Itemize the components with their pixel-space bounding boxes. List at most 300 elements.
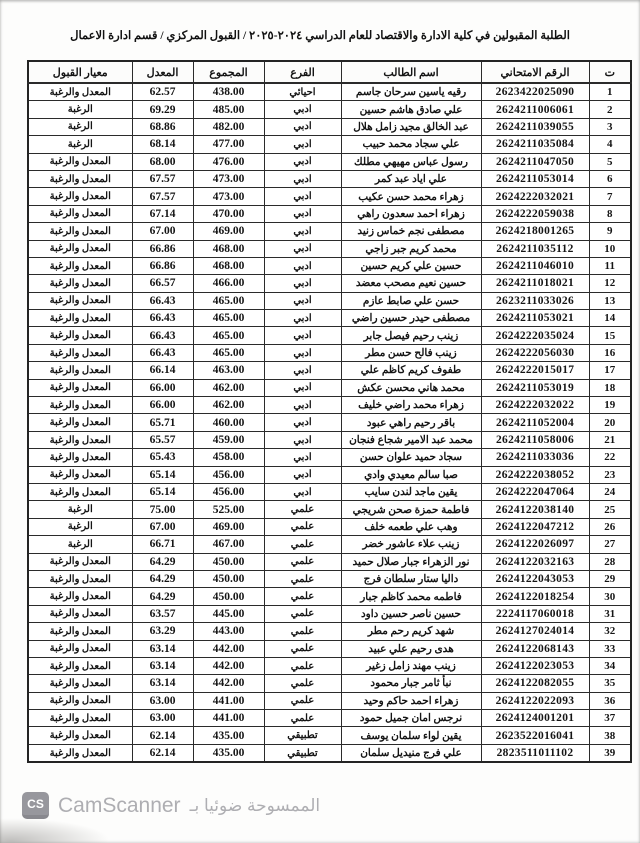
cell-total: 450.00 xyxy=(193,553,264,570)
cell-average: 62.14 xyxy=(132,727,193,744)
cell-serial: 37 xyxy=(589,710,631,727)
cell-exam-number: 2624222032022 xyxy=(481,397,589,414)
cell-serial: 26 xyxy=(589,518,631,535)
cell-exam-number: 2624211018021 xyxy=(481,275,589,292)
cell-average: 66.57 xyxy=(132,275,193,292)
cell-admission-criterion: المعدل والرغبة xyxy=(28,744,132,762)
cell-average: 68.00 xyxy=(132,153,193,170)
cell-branch: تطبيقي xyxy=(264,727,341,744)
table-row xyxy=(28,605,631,622)
cell-exam-number: 2624211035112 xyxy=(481,240,589,257)
cell-average: 66.86 xyxy=(132,240,193,257)
cell-average: 75.00 xyxy=(132,501,193,518)
cell-exam-number: 2823511011102 xyxy=(481,744,589,762)
cell-admission-criterion: المعدل والرغبة xyxy=(28,449,132,466)
cell-admission-criterion: المعدل والرغبة xyxy=(28,605,132,622)
cell-admission-criterion: الرغبة xyxy=(28,501,132,518)
table-row xyxy=(28,136,631,153)
students-table xyxy=(27,60,632,763)
table-row xyxy=(28,623,631,640)
cell-serial: 18 xyxy=(589,379,631,396)
table-row xyxy=(28,710,631,727)
header-exam-number: الرقم الامتحاني xyxy=(481,61,589,83)
cell-serial: 8 xyxy=(589,205,631,222)
cell-average: 65.43 xyxy=(132,449,193,466)
cell-serial: 27 xyxy=(589,536,631,553)
cell-admission-criterion: المعدل والرغبة xyxy=(28,170,132,187)
cell-average: 64.29 xyxy=(132,553,193,570)
cell-student-name: مصطفى نجم خماس زنيد xyxy=(341,223,481,240)
cell-exam-number: 2623522016041 xyxy=(481,727,589,744)
cell-student-name: زهراء محمد راضي خليف xyxy=(341,397,481,414)
cell-student-name: رسول عباس مهيهي مطلك xyxy=(341,153,481,170)
cell-branch: احيائي xyxy=(264,83,341,101)
cell-average: 66.43 xyxy=(132,344,193,361)
cell-total: 442.00 xyxy=(193,675,264,692)
table-row xyxy=(28,83,631,101)
cell-branch: ادبي xyxy=(264,344,341,361)
cell-student-name: طفوف كريم كاظم علي xyxy=(341,362,481,379)
cell-average: 64.29 xyxy=(132,570,193,587)
cell-admission-criterion: الرغبة xyxy=(28,118,132,135)
cell-branch: علمي xyxy=(264,710,341,727)
header-average: المعدل xyxy=(132,61,193,83)
cell-total: 485.00 xyxy=(193,101,264,118)
cell-student-name: علي سجاد محمد حبيب xyxy=(341,136,481,153)
cell-average: 66.86 xyxy=(132,257,193,274)
cell-student-name: زينب علاء عاشور خضر xyxy=(341,536,481,553)
cell-exam-number: 2224117060018 xyxy=(481,605,589,622)
camscanner-watermark xyxy=(22,792,320,819)
cell-serial: 20 xyxy=(589,414,631,431)
cell-branch: ادبي xyxy=(264,310,341,327)
cell-student-name: داليا ستار سلطان فرج xyxy=(341,570,481,587)
cell-serial: 38 xyxy=(589,727,631,744)
header-branch: الفرع xyxy=(264,61,341,83)
table-row xyxy=(28,101,631,118)
cell-average: 63.14 xyxy=(132,657,193,674)
cell-admission-criterion: المعدل والرغبة xyxy=(28,327,132,344)
table-row xyxy=(28,240,631,257)
cell-student-name: سجاد حميد علوان حسن xyxy=(341,449,481,466)
cell-exam-number: 2624122043053 xyxy=(481,570,589,587)
cell-serial: 24 xyxy=(589,483,631,500)
cell-admission-criterion: المعدل والرغبة xyxy=(28,223,132,240)
cell-exam-number: 2624122026097 xyxy=(481,536,589,553)
cell-student-name: رقيه ياسين سرحان جاسم xyxy=(341,83,481,101)
table-row xyxy=(28,466,631,483)
cell-student-name: عبد الخالق مجيد زامل هلال xyxy=(341,118,481,135)
cell-average: 66.00 xyxy=(132,379,193,396)
cell-total: 450.00 xyxy=(193,570,264,587)
cell-branch: علمي xyxy=(264,501,341,518)
cell-admission-criterion: الرغبة xyxy=(28,536,132,553)
cell-serial: 1 xyxy=(589,83,631,101)
cell-admission-criterion: المعدل والرغبة xyxy=(28,414,132,431)
cell-average: 68.86 xyxy=(132,118,193,135)
cell-student-name: حسين نعيم مصحب معضد xyxy=(341,275,481,292)
cell-branch: ادبي xyxy=(264,292,341,309)
cell-branch: ادبي xyxy=(264,101,341,118)
cell-student-name: علي صادق هاشم حسين xyxy=(341,101,481,118)
cell-student-name: زهراء احمد سعدون راهي xyxy=(341,205,481,222)
cell-serial: 10 xyxy=(589,240,631,257)
cell-total: 441.00 xyxy=(193,710,264,727)
cell-exam-number: 2624122038140 xyxy=(481,501,589,518)
cell-exam-number: 2624122032163 xyxy=(481,553,589,570)
cell-branch: ادبي xyxy=(264,379,341,396)
cell-admission-criterion: المعدل والرغبة xyxy=(28,710,132,727)
cell-branch: ادبي xyxy=(264,136,341,153)
cell-admission-criterion: المعدل والرغبة xyxy=(28,362,132,379)
cell-student-name: علي فرج منيديل سلمان xyxy=(341,744,481,762)
cell-admission-criterion: المعدل والرغبة xyxy=(28,240,132,257)
cell-serial: 15 xyxy=(589,327,631,344)
cell-exam-number: 2624222032021 xyxy=(481,188,589,205)
cell-branch: علمي xyxy=(264,518,341,535)
cell-admission-criterion: المعدل والرغبة xyxy=(28,640,132,657)
cell-total: 460.00 xyxy=(193,414,264,431)
cell-total: 466.00 xyxy=(193,275,264,292)
cell-average: 63.00 xyxy=(132,710,193,727)
cell-exam-number: 2624211046010 xyxy=(481,257,589,274)
cell-admission-criterion: المعدل والرغبة xyxy=(28,570,132,587)
cell-student-name: محمد كريم جبر زاجي xyxy=(341,240,481,257)
cell-average: 69.29 xyxy=(132,101,193,118)
cell-student-name: زينب فالح حسن مطر xyxy=(341,344,481,361)
cell-exam-number: 2624222038052 xyxy=(481,466,589,483)
cell-exam-number: 2624218001265 xyxy=(481,223,589,240)
cell-admission-criterion: المعدل والرغبة xyxy=(28,727,132,744)
cell-serial: 2 xyxy=(589,101,631,118)
cell-exam-number: 2623211033026 xyxy=(481,292,589,309)
cell-admission-criterion: المعدل والرغبة xyxy=(28,205,132,222)
cell-branch: ادبي xyxy=(264,188,341,205)
cell-total: 458.00 xyxy=(193,449,264,466)
cell-student-name: نرجس امان جميل حمود xyxy=(341,710,481,727)
cell-average: 63.00 xyxy=(132,692,193,709)
cell-branch: علمي xyxy=(264,657,341,674)
cell-branch: ادبي xyxy=(264,483,341,500)
header-serial: ت xyxy=(589,61,631,83)
cell-total: 482.00 xyxy=(193,118,264,135)
header-student-name: اسم الطالب xyxy=(341,61,481,83)
cell-student-name: حسين ناصر حسين داود xyxy=(341,605,481,622)
cell-branch: ادبي xyxy=(264,431,341,448)
cell-average: 65.14 xyxy=(132,483,193,500)
cell-exam-number: 2624122022093 xyxy=(481,692,589,709)
table-row xyxy=(28,501,631,518)
cell-branch: علمي xyxy=(264,588,341,605)
cell-total: 435.00 xyxy=(193,727,264,744)
cell-total: 442.00 xyxy=(193,640,264,657)
cell-branch: ادبي xyxy=(264,275,341,292)
table-row xyxy=(28,640,631,657)
cell-branch: علمي xyxy=(264,570,341,587)
table-row xyxy=(28,310,631,327)
cell-total: 465.00 xyxy=(193,344,264,361)
cell-serial: 22 xyxy=(589,449,631,466)
cell-student-name: علي اياد عبد كمر xyxy=(341,170,481,187)
table-row xyxy=(28,536,631,553)
cell-student-name: باقر رحيم راهي عبود xyxy=(341,414,481,431)
cell-branch: علمي xyxy=(264,640,341,657)
cell-student-name: هدى رحيم علي عبيد xyxy=(341,640,481,657)
cell-average: 65.14 xyxy=(132,466,193,483)
cell-student-name: نبأ ثامر جبار محمود xyxy=(341,675,481,692)
table-row xyxy=(28,257,631,274)
table-row xyxy=(28,170,631,187)
cell-exam-number: 2623422025090 xyxy=(481,83,589,101)
cell-serial: 16 xyxy=(589,344,631,361)
cell-admission-criterion: المعدل والرغبة xyxy=(28,257,132,274)
cell-student-name: زهراء محمد حسن عكيب xyxy=(341,188,481,205)
cell-total: 469.00 xyxy=(193,518,264,535)
cell-branch: ادبي xyxy=(264,449,341,466)
table-row xyxy=(28,675,631,692)
cell-branch: ادبي xyxy=(264,118,341,135)
cell-branch: تطبيقي xyxy=(264,744,341,762)
cell-exam-number: 2624222035024 xyxy=(481,327,589,344)
cell-total: 445.00 xyxy=(193,605,264,622)
cell-exam-number: 2624122082055 xyxy=(481,675,589,692)
cell-average: 68.14 xyxy=(132,136,193,153)
scanned-with-label: الممسوحة ضوئيا بـ xyxy=(189,795,321,815)
cell-exam-number: 2624222056030 xyxy=(481,344,589,361)
cell-total: 465.00 xyxy=(193,310,264,327)
cell-admission-criterion: الرغبة xyxy=(28,101,132,118)
table-row xyxy=(28,344,631,361)
cell-average: 66.43 xyxy=(132,327,193,344)
cell-total: 473.00 xyxy=(193,188,264,205)
cell-student-name: مصطفى حيدر حسين راضي xyxy=(341,310,481,327)
cell-exam-number: 2624211047050 xyxy=(481,153,589,170)
cell-total: 476.00 xyxy=(193,153,264,170)
cell-student-name: حسن علي صابط عازم xyxy=(341,292,481,309)
cell-total: 468.00 xyxy=(193,257,264,274)
cell-serial: 39 xyxy=(589,744,631,762)
cell-branch: ادبي xyxy=(264,466,341,483)
cell-exam-number: 2624211052004 xyxy=(481,414,589,431)
cell-average: 65.71 xyxy=(132,414,193,431)
cell-exam-number: 2624211039055 xyxy=(481,118,589,135)
table-row xyxy=(28,223,631,240)
cell-admission-criterion: المعدل والرغبة xyxy=(28,692,132,709)
cell-student-name: فاطمة حمزة صحن شريجي xyxy=(341,501,481,518)
cell-average: 66.43 xyxy=(132,292,193,309)
cell-total: 443.00 xyxy=(193,623,264,640)
cell-student-name: حسين علي كريم حسين xyxy=(341,257,481,274)
cell-exam-number: 2624211035084 xyxy=(481,136,589,153)
students-table-container xyxy=(27,60,632,763)
cell-branch: علمي xyxy=(264,536,341,553)
cell-branch: ادبي xyxy=(264,327,341,344)
cell-branch: ادبي xyxy=(264,205,341,222)
cell-total: 525.00 xyxy=(193,501,264,518)
cell-exam-number: 2624211053014 xyxy=(481,170,589,187)
cell-admission-criterion: المعدل والرغبة xyxy=(28,397,132,414)
cell-exam-number: 2624127024014 xyxy=(481,623,589,640)
cell-total: 456.00 xyxy=(193,466,264,483)
cell-student-name: يقين ماجد لندن سايب xyxy=(341,483,481,500)
cell-serial: 19 xyxy=(589,397,631,414)
cell-admission-criterion: المعدل والرغبة xyxy=(28,623,132,640)
table-row xyxy=(28,727,631,744)
cell-serial: 35 xyxy=(589,675,631,692)
cell-student-name: زينب مهند زامل زغير xyxy=(341,657,481,674)
cell-admission-criterion: المعدل والرغبة xyxy=(28,675,132,692)
cell-admission-criterion: المعدل والرغبة xyxy=(28,379,132,396)
cell-exam-number: 2624211058006 xyxy=(481,431,589,448)
cell-branch: علمي xyxy=(264,692,341,709)
cell-admission-criterion: المعدل والرغبة xyxy=(28,188,132,205)
cell-serial: 9 xyxy=(589,223,631,240)
cell-branch: ادبي xyxy=(264,257,341,274)
cell-exam-number: 2624122047212 xyxy=(481,518,589,535)
cell-serial: 13 xyxy=(589,292,631,309)
cell-average: 67.14 xyxy=(132,205,193,222)
cell-branch: علمي xyxy=(264,605,341,622)
cell-branch: ادبي xyxy=(264,397,341,414)
table-header-row xyxy=(28,61,631,83)
cell-exam-number: 2624222059038 xyxy=(481,205,589,222)
cell-serial: 36 xyxy=(589,692,631,709)
table-row xyxy=(28,553,631,570)
cell-serial: 32 xyxy=(589,623,631,640)
table-row xyxy=(28,588,631,605)
cell-serial: 14 xyxy=(589,310,631,327)
cell-serial: 17 xyxy=(589,362,631,379)
cell-admission-criterion: المعدل والرغبة xyxy=(28,657,132,674)
cell-exam-number: 2624122023053 xyxy=(481,657,589,674)
cell-average: 63.29 xyxy=(132,623,193,640)
cell-student-name: شهد كريم رحم مطر xyxy=(341,623,481,640)
cell-average: 67.00 xyxy=(132,518,193,535)
scan-shadow-artifact xyxy=(0,818,110,843)
cell-total: 477.00 xyxy=(193,136,264,153)
cell-average: 66.71 xyxy=(132,536,193,553)
table-row xyxy=(28,518,631,535)
cell-branch: علمي xyxy=(264,623,341,640)
cell-admission-criterion: المعدل والرغبة xyxy=(28,83,132,101)
cell-branch: ادبي xyxy=(264,414,341,431)
cell-total: 465.00 xyxy=(193,327,264,344)
cell-student-name: صبا سالم معيدي وادي xyxy=(341,466,481,483)
cell-serial: 5 xyxy=(589,153,631,170)
table-row xyxy=(28,327,631,344)
cell-exam-number: 2624211006061 xyxy=(481,101,589,118)
cell-average: 64.29 xyxy=(132,588,193,605)
cell-serial: 12 xyxy=(589,275,631,292)
table-row xyxy=(28,153,631,170)
cell-serial: 28 xyxy=(589,553,631,570)
cell-average: 67.00 xyxy=(132,223,193,240)
cell-admission-criterion: الرغبة xyxy=(28,136,132,153)
cell-total: 462.00 xyxy=(193,397,264,414)
cell-student-name: محمد عبد الامير شجاع فنجان xyxy=(341,431,481,448)
table-row xyxy=(28,292,631,309)
cell-student-name: نور الزهراء جبار صلال حميد xyxy=(341,553,481,570)
cell-average: 62.14 xyxy=(132,744,193,762)
cell-student-name: فاطمه محمد كاظم جبار xyxy=(341,588,481,605)
cell-total: 435.00 xyxy=(193,744,264,762)
cell-exam-number: 2624222047064 xyxy=(481,483,589,500)
cell-total: 468.00 xyxy=(193,240,264,257)
cell-exam-number: 2624124001201 xyxy=(481,710,589,727)
cell-admission-criterion: المعدل والرغبة xyxy=(28,466,132,483)
table-row xyxy=(28,275,631,292)
cell-exam-number: 2624211053021 xyxy=(481,310,589,327)
header-admission-criterion: معيار القبول xyxy=(28,61,132,83)
cell-admission-criterion: الرغبة xyxy=(28,518,132,535)
cell-serial: 4 xyxy=(589,136,631,153)
cell-serial: 23 xyxy=(589,466,631,483)
cell-total: 465.00 xyxy=(193,292,264,309)
cell-admission-criterion: المعدل والرغبة xyxy=(28,275,132,292)
cell-serial: 3 xyxy=(589,118,631,135)
cell-serial: 25 xyxy=(589,501,631,518)
page-title: الطلبة المقبولين في كلية الادارة والاقتصاد للعام الدراسي ٢٠٢٤-٢٠٢٥ / القبول المركزي / قسم ادارة الاعمال xyxy=(70,30,570,42)
cell-branch: ادبي xyxy=(264,240,341,257)
cell-total: 463.00 xyxy=(193,362,264,379)
cell-average: 67.57 xyxy=(132,170,193,187)
cell-admission-criterion: المعدل والرغبة xyxy=(28,588,132,605)
cell-average: 66.00 xyxy=(132,397,193,414)
cell-serial: 33 xyxy=(589,640,631,657)
cell-total: 469.00 xyxy=(193,223,264,240)
table-row xyxy=(28,118,631,135)
cell-branch: ادبي xyxy=(264,223,341,240)
camscanner-app-name: CamScanner xyxy=(58,793,181,817)
cell-total: 467.00 xyxy=(193,536,264,553)
cell-student-name: زهراء احمد حاكم وحيد xyxy=(341,692,481,709)
cell-total: 442.00 xyxy=(193,657,264,674)
cell-total: 438.00 xyxy=(193,83,264,101)
cell-average: 66.43 xyxy=(132,310,193,327)
cell-branch: علمي xyxy=(264,553,341,570)
cell-serial: 7 xyxy=(589,188,631,205)
cell-average: 63.14 xyxy=(132,675,193,692)
cell-admission-criterion: المعدل والرغبة xyxy=(28,310,132,327)
header-total: المجموع xyxy=(193,61,264,83)
table-row xyxy=(28,744,631,762)
cell-average: 65.57 xyxy=(132,431,193,448)
cell-branch: ادبي xyxy=(264,362,341,379)
cell-student-name: وهب علي طعمه خلف xyxy=(341,518,481,535)
cell-total: 473.00 xyxy=(193,170,264,187)
table-row xyxy=(28,205,631,222)
cell-serial: 31 xyxy=(589,605,631,622)
cell-student-name: زينب رحيم فيصل جابر xyxy=(341,327,481,344)
cell-student-name: محمد هاني محسن عكش xyxy=(341,379,481,396)
table-row xyxy=(28,379,631,396)
cell-total: 459.00 xyxy=(193,431,264,448)
cell-admission-criterion: المعدل والرغبة xyxy=(28,553,132,570)
cell-branch: ادبي xyxy=(264,170,341,187)
cell-branch: علمي xyxy=(264,675,341,692)
camscanner-icon: CS xyxy=(22,792,49,819)
table-row xyxy=(28,414,631,431)
cell-serial: 30 xyxy=(589,588,631,605)
cell-total: 462.00 xyxy=(193,379,264,396)
table-row xyxy=(28,188,631,205)
cell-average: 63.14 xyxy=(132,640,193,657)
cell-serial: 34 xyxy=(589,657,631,674)
table-row xyxy=(28,692,631,709)
table-row xyxy=(28,570,631,587)
cell-serial: 11 xyxy=(589,257,631,274)
cell-average: 66.14 xyxy=(132,362,193,379)
